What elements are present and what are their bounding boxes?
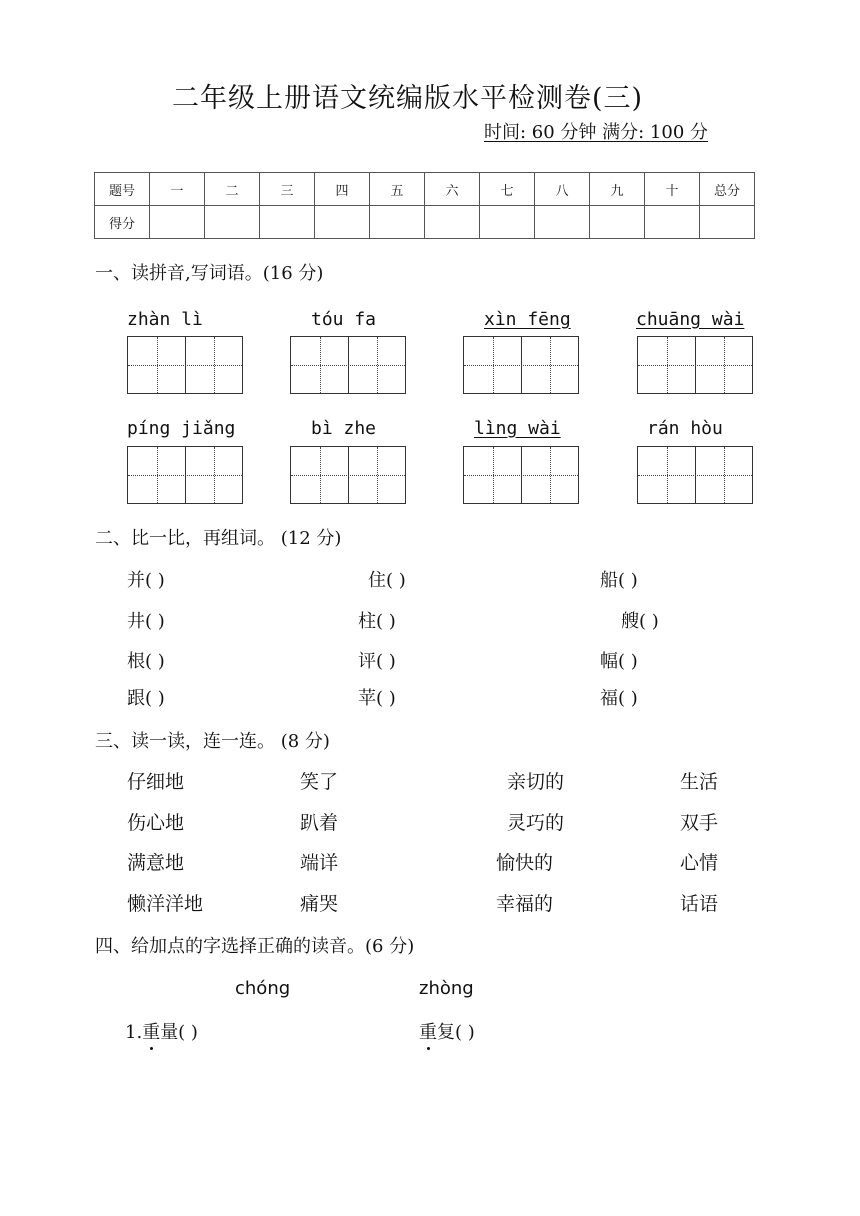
table-cell: 十 (645, 173, 700, 206)
exam-meta: 时间: 60 分钟 满分: 100 分 (484, 122, 708, 143)
table-cell: 八 (535, 173, 590, 206)
question-1a (125, 1018, 198, 1044)
compare-item: 柱( ) (358, 611, 396, 632)
score-input-cell[interactable] (535, 206, 590, 239)
table-cell: 九 (590, 173, 645, 206)
question-text: 复( ) (437, 1022, 475, 1043)
match-word[interactable]: 灵巧的 (507, 812, 565, 834)
score-input-cell[interactable] (700, 206, 755, 239)
writing-grid[interactable] (637, 446, 753, 504)
writing-grid[interactable] (637, 336, 753, 394)
question-number: 1. (125, 1022, 143, 1043)
compare-item: 船( ) (600, 570, 638, 591)
section3-heading: 三、读一读，连一连。 (8 分) (95, 731, 330, 752)
compare-item: 井( ) (127, 611, 165, 632)
score-input-cell[interactable] (205, 206, 260, 239)
table-cell: 三 (260, 173, 315, 206)
match-word[interactable]: 心情 (680, 852, 719, 874)
compare-item: 艘( ) (621, 611, 659, 632)
compare-item: 苹( ) (358, 688, 396, 709)
score-input-cell[interactable] (425, 206, 480, 239)
compare-item: 并( ) (127, 570, 165, 591)
score-input-cell[interactable] (150, 206, 205, 239)
page-title: 二年级上册语文统编版水平检测卷(三) (172, 83, 644, 114)
score-input-cell[interactable] (645, 206, 700, 239)
table-cell: 题号 (95, 173, 150, 206)
compare-item: 根( ) (127, 651, 165, 672)
score-table-header-row (95, 173, 755, 206)
score-table-score-row (95, 206, 755, 239)
pinyin-label: zhàn lì (127, 309, 203, 330)
match-word[interactable]: 话语 (680, 893, 719, 915)
match-word[interactable]: 痛哭 (300, 893, 339, 915)
question-1b (419, 1018, 475, 1044)
writing-grid[interactable] (463, 446, 579, 504)
compare-item: 住( ) (368, 570, 406, 591)
match-word[interactable]: 满意地 (127, 852, 185, 874)
writing-grid[interactable] (127, 446, 243, 504)
match-word[interactable]: 趴着 (300, 812, 339, 834)
section4-heading: 四、给加点的字选择正确的读音。(6 分) (95, 936, 415, 957)
dotted-char: 重 (142, 1018, 160, 1044)
compare-item: 福( ) (600, 688, 638, 709)
pinyin-label: rán hòu (647, 418, 723, 439)
match-word[interactable]: 伤心地 (127, 812, 185, 834)
match-word[interactable]: 懒洋洋地 (127, 893, 204, 915)
match-word[interactable]: 亲切的 (507, 771, 565, 793)
score-input-cell[interactable] (480, 206, 535, 239)
pinyin-label: bì zhe (311, 418, 377, 439)
score-input-cell[interactable] (260, 206, 315, 239)
section1-heading: 一、读拼音,写词语。(16 分) (95, 263, 324, 284)
compare-item: 跟( ) (127, 688, 165, 709)
pinyin-option: chóng (235, 978, 291, 999)
pinyin-label: xìn fēng (484, 309, 571, 330)
score-input-cell[interactable] (590, 206, 645, 239)
table-cell: 七 (480, 173, 535, 206)
score-input-cell[interactable] (315, 206, 370, 239)
writing-grid[interactable] (290, 446, 406, 504)
dotted-char: 重 (419, 1018, 437, 1044)
table-cell: 总分 (700, 173, 755, 206)
pinyin-option: zhòng (419, 978, 474, 999)
writing-grid[interactable] (463, 336, 579, 394)
table-cell: 六 (425, 173, 480, 206)
question-text: 量( ) (160, 1022, 198, 1043)
match-word[interactable]: 愉快的 (496, 852, 554, 874)
pinyin-label: tóu fa (311, 309, 377, 330)
score-input-cell[interactable] (370, 206, 425, 239)
compare-item: 评( ) (358, 651, 396, 672)
match-word[interactable]: 仔细地 (127, 771, 185, 793)
match-word[interactable]: 生活 (680, 771, 719, 793)
writing-grid[interactable] (290, 336, 406, 394)
match-word[interactable]: 双手 (680, 812, 719, 834)
table-cell: 四 (315, 173, 370, 206)
score-table (94, 172, 755, 239)
match-word[interactable]: 端详 (300, 852, 339, 874)
table-cell: 五 (370, 173, 425, 206)
match-word[interactable]: 幸福的 (496, 893, 554, 915)
table-cell: 二 (205, 173, 260, 206)
table-cell: 得分 (95, 206, 150, 239)
pinyin-label: lìng wài (474, 418, 561, 439)
match-word[interactable]: 笑了 (300, 771, 339, 793)
pinyin-label: píng jiǎng (127, 418, 236, 439)
compare-item: 幅( ) (600, 651, 638, 672)
section2-heading: 二、比一比，再组词。 (12 分) (95, 528, 342, 549)
table-cell: 一 (150, 173, 205, 206)
writing-grid[interactable] (127, 336, 243, 394)
pinyin-label: chuāng wài (636, 309, 745, 330)
